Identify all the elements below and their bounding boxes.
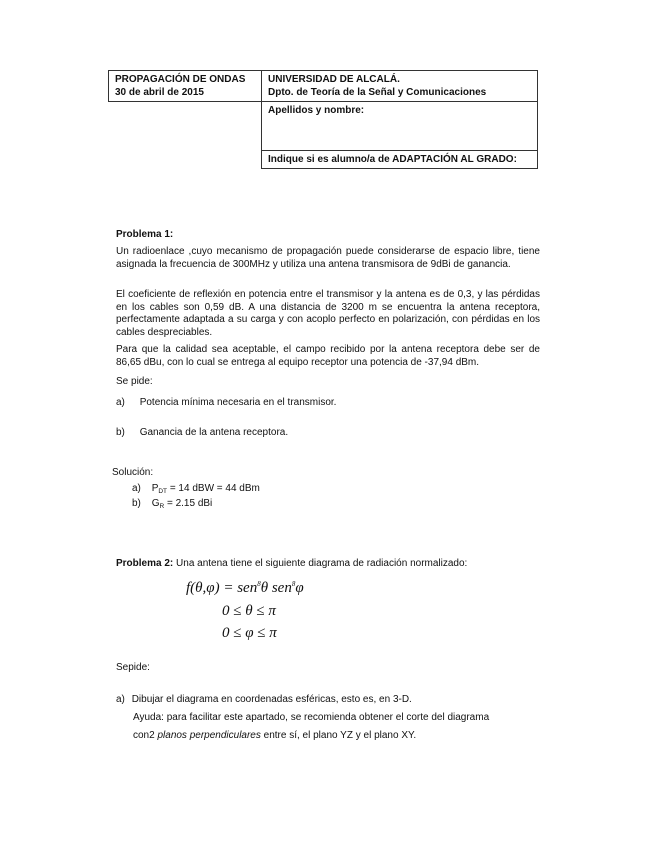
hint-start: con2	[133, 730, 158, 741]
university-name: UNIVERSIDAD DE ALCALÁ.	[268, 74, 400, 85]
problem1-para3: Para que la calidad sea aceptable, el campo recibido por la antena receptora debe ser de 86,65 dBu, con lo cual se entrega al equipo receptor una potencia de -37,94 dBm.	[116, 344, 540, 368]
name-label: Apellidos y nombre:	[268, 105, 365, 116]
university-cell	[262, 71, 538, 102]
problem2-hint-line2	[133, 730, 416, 741]
adaptation-label: Indique si es alumno/a de ADAPTACIÓN AL GRADO:	[268, 154, 517, 165]
header-table	[108, 70, 538, 169]
formula-exponent: 8	[257, 580, 261, 588]
solution-b	[132, 498, 212, 510]
solution-value: = 2.15 dBi	[166, 498, 213, 509]
department-name: Dpto. de Teoría de la Señal y Comunicaciones	[268, 87, 487, 98]
item-marker: a)	[116, 397, 125, 408]
empty-cell	[109, 151, 262, 169]
solution-label: Solución:	[112, 467, 154, 478]
item-marker: b)	[116, 427, 125, 438]
item-text: Potencia mínima necesaria en el transmisor.	[139, 397, 337, 408]
problem2-item-a	[116, 694, 412, 705]
solution-value: = 14 dBW = 44 dBm	[169, 483, 260, 494]
theta-range: 0 ≤ θ ≤ π	[222, 603, 276, 619]
problem1-item-b	[116, 427, 288, 438]
item-text: Dibujar el diagrama en coordenadas esféricas, esto es, en 3-D.	[131, 694, 412, 705]
problem1-para2: El coeficiente de reflexión en potencia entre el transmisor y la antena es de 0,3, y las pérdidas en los cables son 0,59 dB. A una distancia de 3200 m se encuentra la antena receptora, perfectamente adaptada a su carga y con acoplo perfecto en polarización, con pérdidas en los cables despreciables.	[116, 289, 540, 338]
item-marker: b)	[132, 498, 141, 509]
adaptation-field[interactable]	[262, 151, 538, 169]
radiation-formula	[186, 580, 304, 597]
solution-var: G	[151, 498, 160, 509]
problem2-se-pide: Sepide:	[116, 662, 150, 673]
empty-cell	[109, 102, 262, 151]
problem2-intro: Una antena tiene el siguiente diagrama de radiación normalizado:	[176, 558, 468, 569]
problem1-se-pide: Se pide:	[116, 376, 153, 387]
formula-lhs: f(θ,φ) = sen	[186, 580, 258, 596]
phi-range: 0 ≤ φ ≤ π	[222, 625, 277, 641]
problem2-hint-line1: Ayuda: para facilitar este apartado, se recomienda obtener el corte del diagrama	[133, 712, 490, 723]
solution-a	[132, 483, 260, 495]
item-marker: a)	[132, 483, 141, 494]
problem2-heading	[116, 558, 467, 569]
item-marker: a)	[116, 694, 125, 705]
problem1-item-a	[116, 397, 336, 408]
exam-date: 30 de abril de 2015	[115, 87, 204, 98]
hint-italic: planos perpendiculares	[157, 730, 261, 741]
solution-subscript: DT	[158, 488, 168, 495]
problem1-title: Problema 1:	[116, 229, 174, 240]
solution-var: P	[151, 483, 159, 494]
formula-exponent: 8	[291, 580, 296, 588]
hint-end: entre sí, el plano YZ y el plano XY.	[260, 730, 417, 741]
item-text: Ganancia de la antena receptora.	[139, 427, 289, 438]
solution-subscript: R	[159, 503, 165, 510]
formula-end: φ	[295, 580, 304, 596]
problem2-title: Problema 2:	[116, 558, 174, 569]
course-name: PROPAGACIÓN DE ONDAS	[115, 74, 246, 85]
problem1-para1: Un radioenlace ,cuyo mecanismo de propagación puede considerarse de espacio libre, tiene asignada la frecuencia de 300MHz y utiliza una antena transmisora de 9dBi de ganancia.	[116, 246, 540, 270]
name-field[interactable]	[262, 102, 538, 151]
course-info-cell	[109, 71, 262, 102]
formula-mid: θ sen	[260, 580, 292, 596]
